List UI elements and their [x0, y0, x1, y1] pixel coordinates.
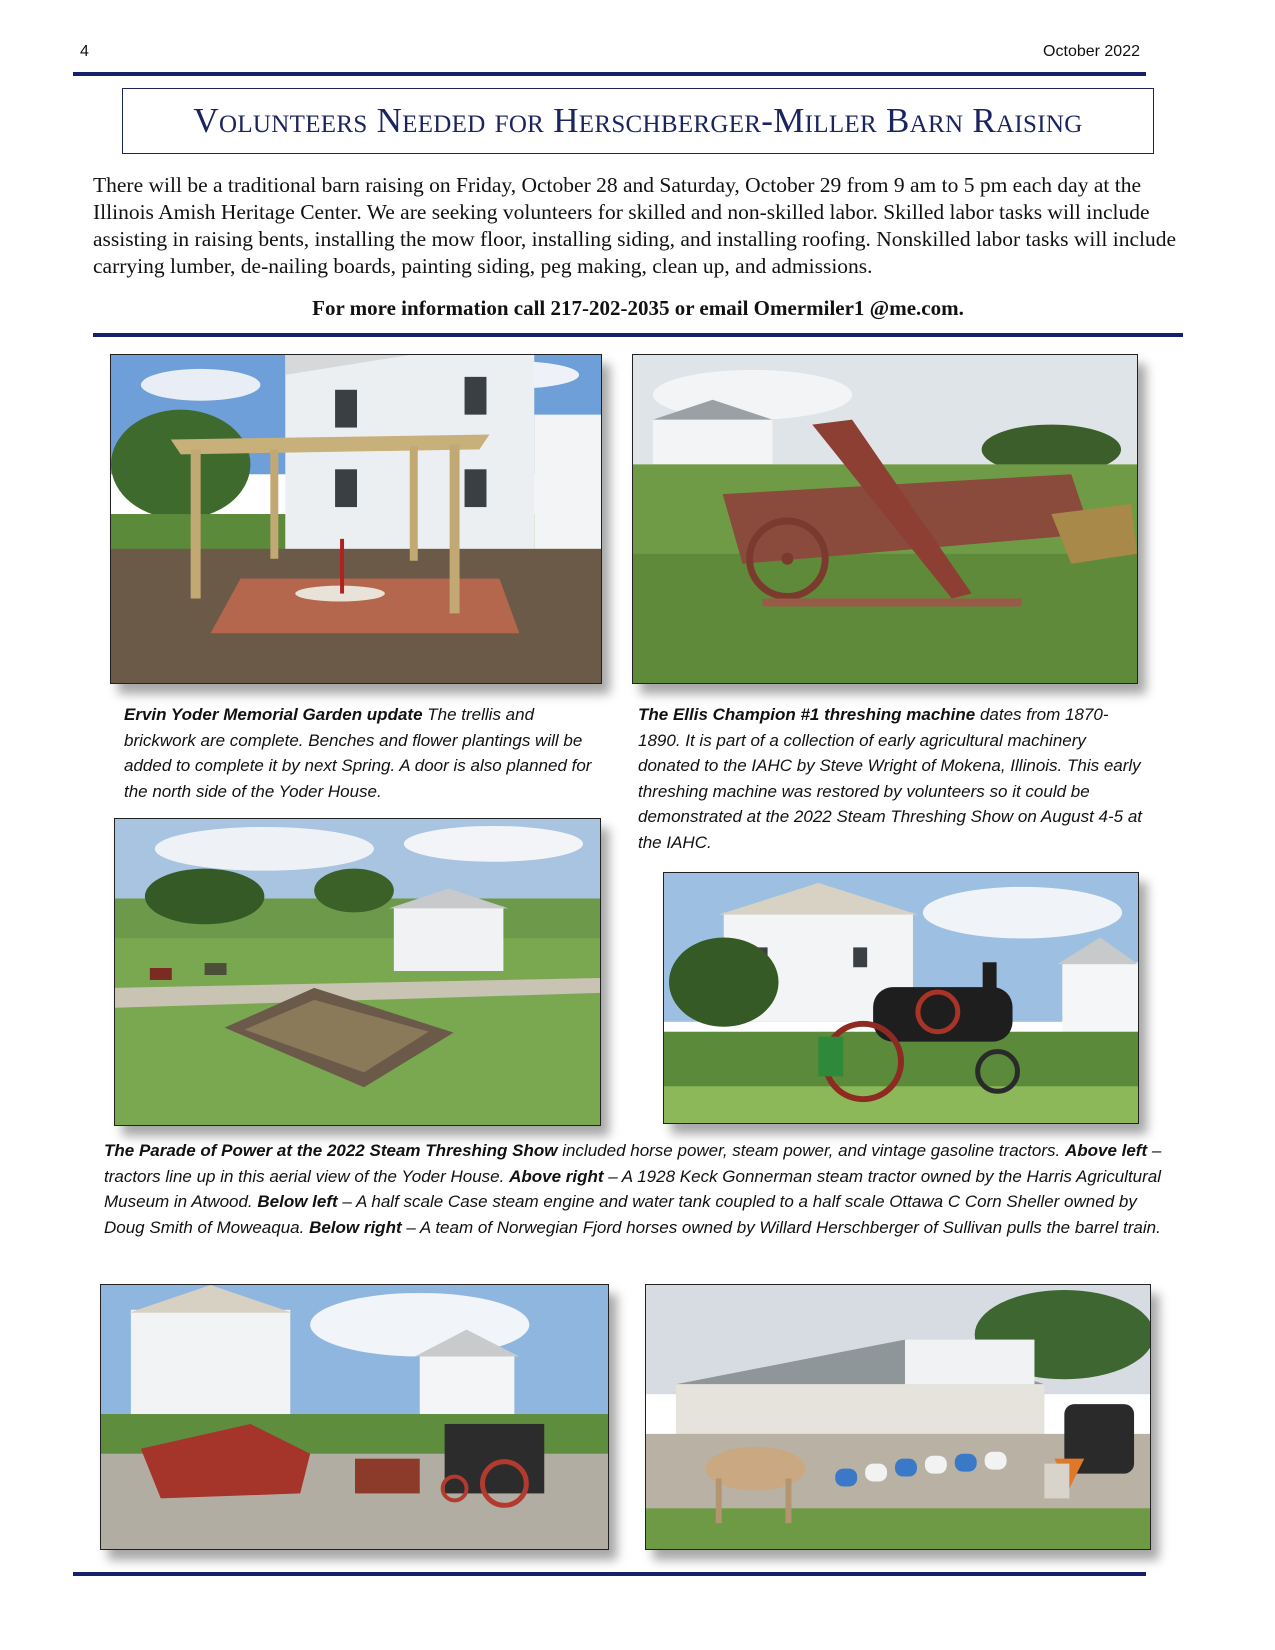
parade-caption [104, 1138, 1164, 1240]
thresher-caption-text: dates from 1870-1890. It is part of a collection of early agricultural machinery donated to the IAHC by Steve Wright of Mokena, Illinois. This early threshing machine was restored by volunteers so it could be demonstrated at the 2022 Steam Threshing Show on August 4-5 at the IAHC. [638, 705, 1143, 852]
below-left-text: – A half scale Case steam engine and water tank coupled to a half scale Ottawa C Corn Sheller owned by Doug Smith of Moweaqua. [104, 1192, 1137, 1237]
contact-line: For more information call 217-202-2035 or email Omermiler1 @me.com. [312, 296, 964, 320]
garden-caption-text: The trellis and brickwork are complete. Benches and flower plantings will be added to complete it by next Spring. A door is also planned for the north side of the Yoder House. [124, 705, 592, 801]
below-right-label: Below right [309, 1217, 402, 1237]
section-rule [93, 333, 1183, 337]
below-right-text: – A team of Norwegian Fjord horses owned by Willard Herschberger of Sullivan pulls the barrel train. [401, 1217, 1161, 1237]
parade-caption-lead: The Parade of Power at the 2022 Steam Threshing Show [104, 1141, 558, 1160]
steam-tractor-photo [663, 872, 1139, 1124]
article-title: Volunteers Needed for Herschberger-Miller Barn Raising [193, 101, 1083, 140]
garden-caption [124, 702, 604, 804]
footer-rule [73, 1572, 1146, 1576]
article-title-box [122, 88, 1154, 154]
garden-trellis-photo [110, 354, 602, 684]
barrel-train-photo [645, 1284, 1151, 1550]
parade-caption-text: included horse power, steam power, and vintage gasoline tractors. [557, 1141, 1065, 1160]
below-left-label: Below left [257, 1192, 338, 1211]
intro-paragraph: There will be a traditional barn raising on Friday, October 28 and Saturday, October 29 from 9 am to 5 pm each day at the Illinois Amish Heritage Center. We are seeking volunteers for skilled and non-skilled labor. Skilled labor tasks will include assisting in raising bents, installing the mow floor, installing siding, and installing roofing. Nonskilled labor tasks will include carrying lumber, de-nailing boards, painting siding, peg making, clean up, and admissions. [93, 173, 1176, 278]
half-scale-case-engine-photo [100, 1284, 609, 1550]
above-left-label: Above left [1064, 1141, 1148, 1160]
page-number: 4 [80, 43, 89, 60]
thresher-caption-lead: The Ellis Champion #1 threshing machine [638, 705, 976, 724]
header-rule [73, 72, 1146, 76]
above-left-text: – tractors line up in this aerial view of the Yoder House. [104, 1141, 1162, 1186]
thresher-caption [638, 702, 1148, 855]
above-right-label: Above right [509, 1166, 604, 1186]
above-right-text: – A 1928 Keck Gonnerman steam tractor owned by the Harris Agricultural Museum in Atwood. [104, 1166, 1162, 1211]
aerial-yoder-house-photo [114, 818, 601, 1126]
garden-caption-lead: Ervin Yoder Memorial Garden update [124, 705, 423, 724]
issue-date: October 2022 [1043, 43, 1140, 60]
threshing-machine-photo [632, 354, 1138, 684]
